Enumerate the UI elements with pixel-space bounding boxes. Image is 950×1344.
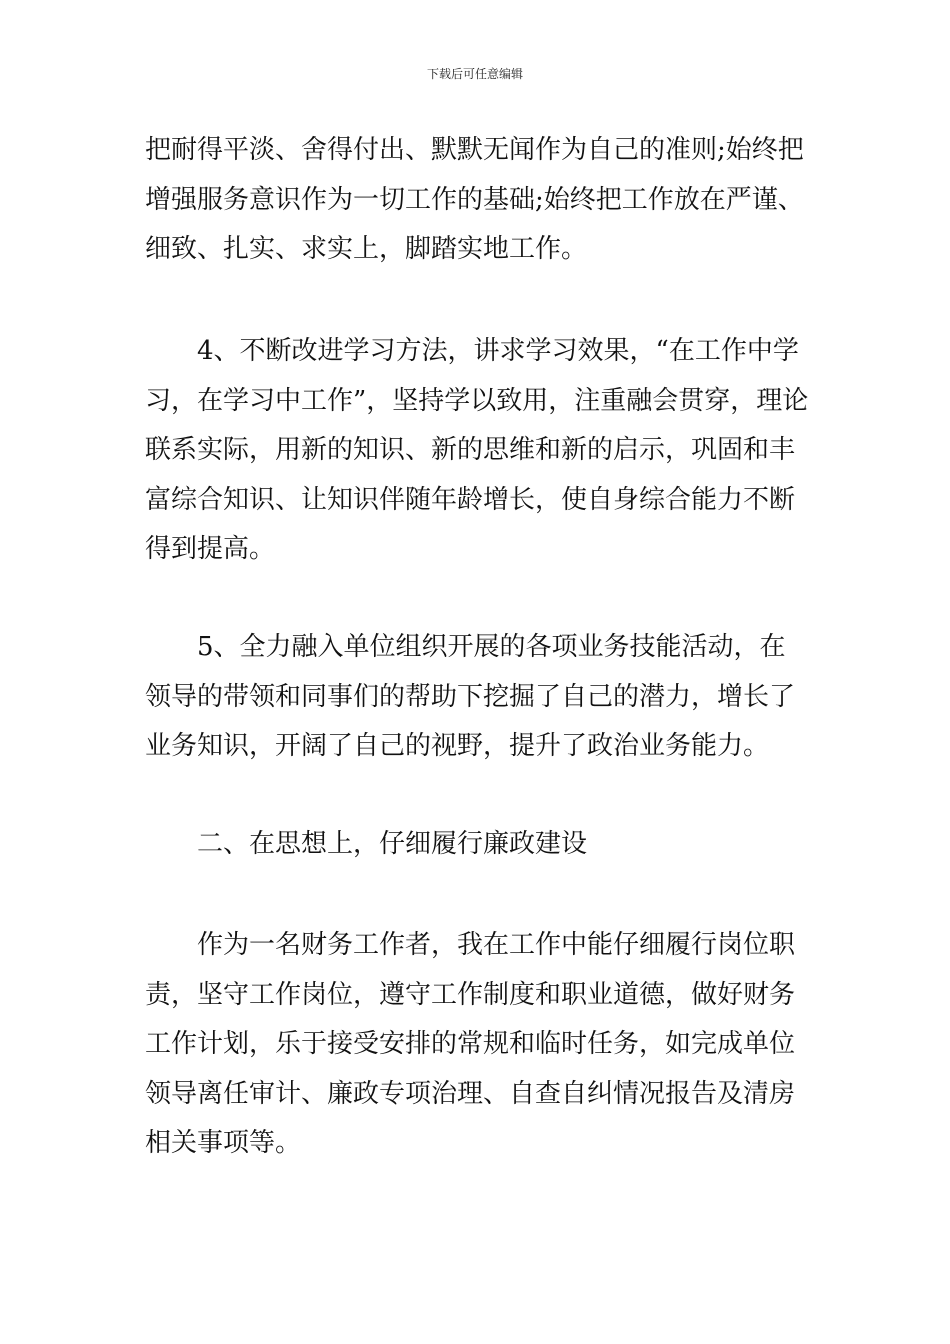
page-header: 下载后可任意编辑	[426, 67, 523, 81]
paragraph-item-4: 4、不断改进学习方法，讲求学习效果，“在工作中学习，在学习中工作”，坚持学以致用，注重融会贯穿，理论联系实际，用新的知识、新的思维和新的启示，巩固和丰富综合知识、让知识伴随年龄增长，使自身综合能力不断得到提高。	[145, 336, 809, 564]
paragraph-body: 作为一名财务工作者，我在工作中能仔细履行岗位职责，坚守工作岗位，遵守工作制度和职业道德，做好财务工作计划，乐于接受安排的常规和临时任务，如完成单位领导离任审计、廉政专项治理、自查自纠情况报告及清房相关事项等。	[145, 930, 796, 1158]
section-heading: 二、在思想上，仔细履行廉政建设	[197, 829, 588, 859]
paragraph-continuation: 把耐得平淡、舍得付出、默默无闻作为自己的准则;始终把增强服务意识作为一切工作的基础;始终把工作放在严谨、细致、扎实、求实上，脚踏实地工作。	[145, 135, 804, 264]
paragraph-item-5: 5、全力融入单位组织开展的各项业务技能活动，在领导的带领和同事们的帮助下挖掘了自己的潜力，增长了业务知识，开阔了自己的视野，提升了政治业务能力。	[145, 632, 796, 761]
